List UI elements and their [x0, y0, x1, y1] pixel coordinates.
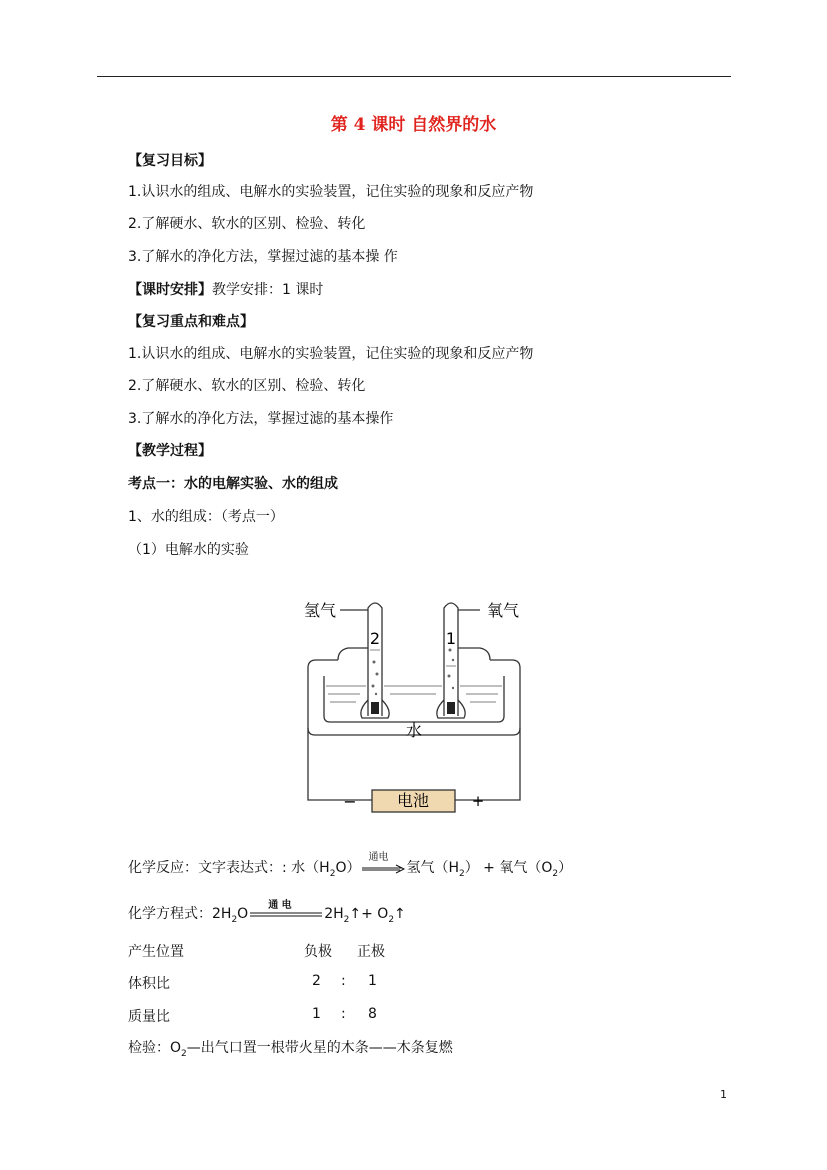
word-eq-sub: 2: [552, 868, 559, 879]
word-eq-end: ）: [558, 860, 573, 876]
item-1-sub: （1）电解水的实验: [128, 542, 249, 558]
battery-label: 电池: [396, 791, 430, 810]
table-header-negative: 负极: [304, 944, 332, 960]
schedule-heading: 【课时安排】: [128, 282, 212, 298]
volume-ratio-label: 体积比: [128, 976, 170, 992]
tube-2-label: 2: [369, 629, 381, 648]
check-text: —出气口置一根带火星的木条——木条复燃: [186, 1040, 453, 1056]
chem-eq-rest: ↑+ O: [349, 906, 389, 922]
mass-ratio-label: 质量比: [128, 1009, 170, 1025]
exam-point-heading: 考点一：水的电解实验、水的组成: [128, 476, 338, 492]
key-points-heading: 【复习重点和难点】: [128, 314, 254, 330]
schedule-line: [128, 281, 323, 299]
key-point-3: 3.了解水的净化方法，掌握过滤的基本操作: [128, 411, 394, 427]
goal-3: 3.了解水的净化方法，掌握过滤的基本操 作: [128, 249, 398, 265]
header-rule: [97, 76, 731, 77]
electrolysis-diagram: [300, 590, 540, 815]
page-title: 第 4 课时 自然界的水: [330, 115, 497, 135]
page-number: 1: [720, 1088, 727, 1101]
volume-ratio-colon: :: [341, 973, 346, 989]
equals-sign: [248, 900, 324, 923]
tube-1-label: 1: [445, 629, 457, 648]
key-point-2: 2.了解硬水、软水的区别、检验、转化: [128, 378, 366, 394]
item-1: 1、水的组成：（考点一）: [128, 509, 284, 525]
review-goals-heading: 【复习目标】: [128, 153, 212, 169]
chem-eq-sub: 2: [343, 914, 350, 925]
word-eq-product-1: 氢气（H: [406, 860, 459, 876]
chem-eq-product: 2H: [324, 906, 344, 922]
key-point-1: 1.认识水的组成、电解水的实验装置，记住实验的现象和反应产物: [128, 346, 534, 362]
goal-1: 1.认识水的组成、电解水的实验装置，记住实验的现象和反应产物: [128, 184, 534, 200]
chem-eq-sub: 2: [388, 914, 395, 925]
check-label: 检验：O: [128, 1040, 182, 1056]
chem-eq-sub: 2: [231, 914, 238, 925]
word-eq-product-2: ） + 氧气（O: [464, 860, 553, 876]
chem-eq-end: ↑: [394, 906, 406, 922]
word-eq-sub: 2: [459, 868, 465, 879]
goal-2: 2.了解硬水、软水的区别、检验、转化: [128, 216, 366, 232]
mass-ratio-colon: :: [341, 1006, 346, 1022]
volume-ratio-negative: 2: [312, 973, 321, 989]
hydrogen-label: 氢气: [303, 601, 337, 620]
table-header-position: 产生位置: [128, 944, 184, 960]
word-eq-sub: 2: [329, 868, 336, 879]
process-heading: 【教学过程】: [128, 443, 212, 459]
check-sub: 2: [181, 1048, 187, 1059]
word-equation: [128, 852, 573, 883]
equation-condition: 通 电: [268, 900, 292, 911]
schedule-text: 教学安排：1 课时: [212, 282, 324, 298]
volume-ratio-positive: 1: [368, 973, 377, 989]
water-label: 水: [405, 721, 423, 740]
oxygen-label: 氧气: [486, 601, 520, 620]
mass-ratio-negative: 1: [312, 1006, 321, 1022]
chem-eq-label: 化学方程式：2H: [128, 906, 232, 922]
check-line: [128, 1039, 453, 1063]
word-eq-label: 化学反应：文字表达式：: 水（H: [128, 860, 330, 876]
chem-eq-oxygen: O: [237, 906, 249, 922]
plus-sign: +: [471, 792, 485, 810]
reaction-condition: 通电: [368, 852, 389, 863]
reaction-arrow: [360, 852, 406, 877]
mass-ratio-positive: 8: [368, 1006, 377, 1022]
word-eq-reactant-end: O）: [335, 860, 361, 876]
chemical-equation: [128, 900, 406, 929]
table-header-positive: 正极: [357, 944, 385, 960]
minus-sign: −: [343, 792, 357, 811]
